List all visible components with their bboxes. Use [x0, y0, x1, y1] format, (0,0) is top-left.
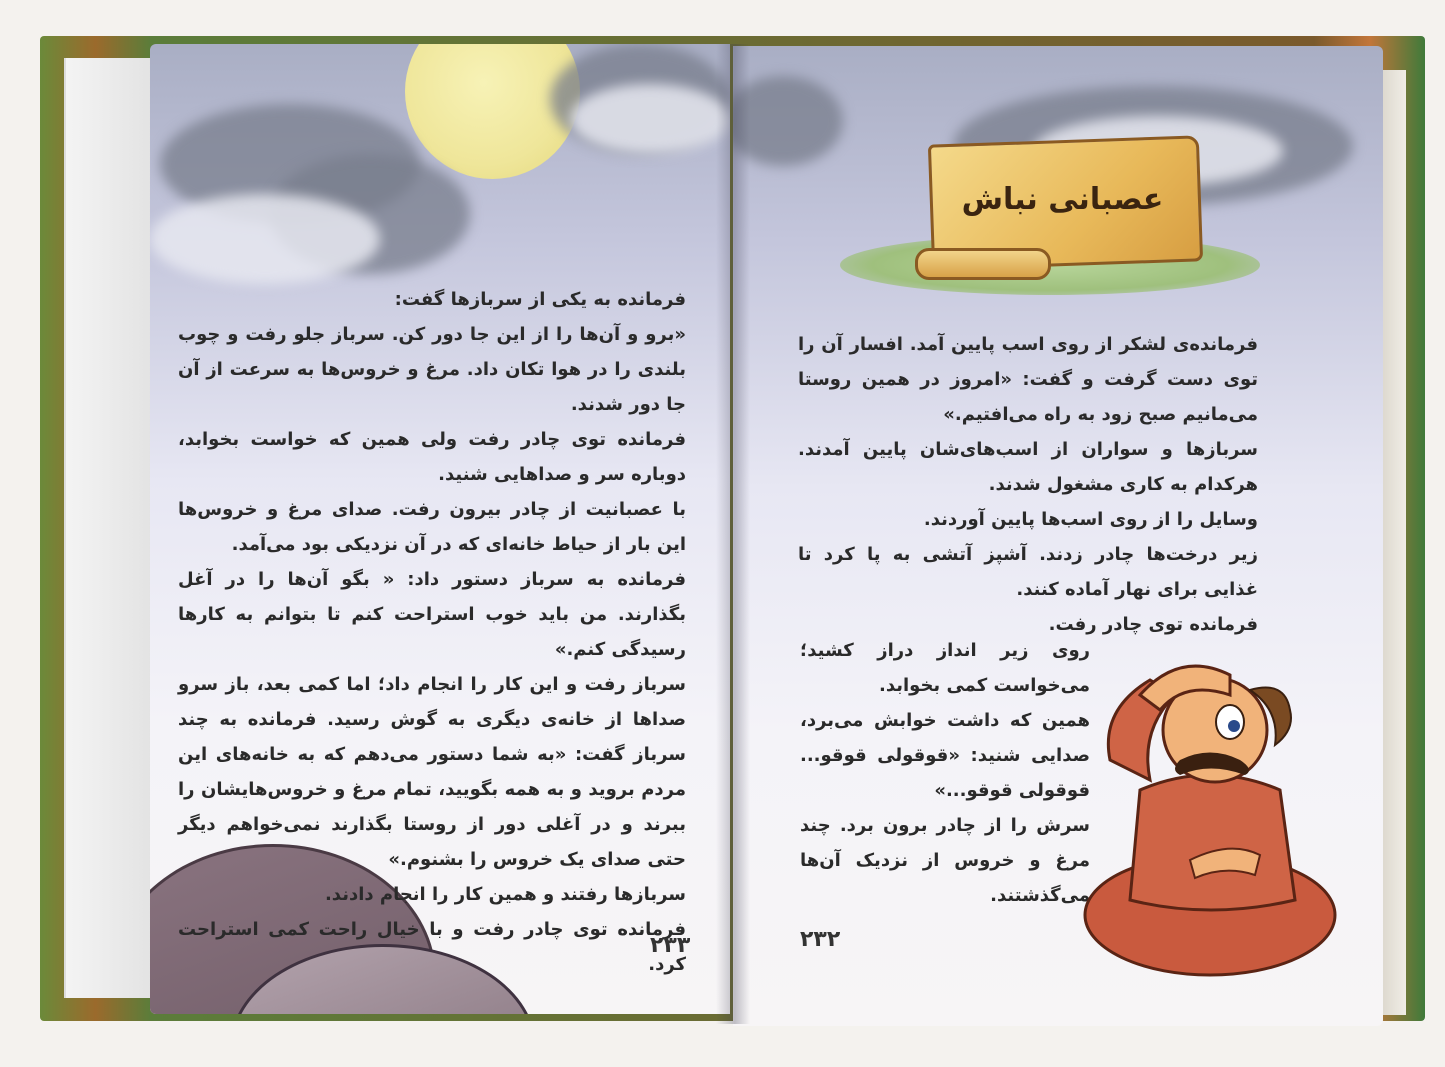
title-scroll-banner	[930, 140, 1200, 280]
paragraph: فرمانده توی چادر رفت ولی همین که خواست بخوابد، دوباره سر و صداهایی شنید.	[178, 429, 686, 485]
page-number-right: ۲۳۲	[800, 927, 841, 952]
cloud-illustration	[570, 84, 730, 154]
right-page-text-bottom	[800, 633, 1090, 913]
paragraph: سرش را از چادر برون برد. چند مرغ و خروس از نزدیک آن‌ها می‌گذشتند.	[800, 815, 1090, 906]
paragraph: «برو و آن‌ها را از این جا دور کن. سرباز جلو رفت و چوب بلندی را در هوا تکان داد. مرغ و خروس‌ها به سرعت از آن جا دور شدند.	[178, 324, 686, 415]
story-title: عصبانی نباش	[961, 182, 1164, 217]
paragraph: سربازها رفتند و همین کار را انجام دادند.	[324, 884, 686, 905]
seated-man-illustration	[1080, 650, 1340, 980]
paragraph: همین که داشت خوابش می‌برد، صدایی شنید: «قوقولی قوقو... قوقولی قوقو...»	[800, 710, 1090, 801]
paragraph: فرمانده به یکی از سربازها گفت:	[394, 289, 686, 310]
paragraph: فرمانده به سرباز دستور داد: « بگو آن‌ها را در آغل بگذارند. من باید خوب استراحت کنم تا بتوانم به کارها رسیدگی کنم.»	[178, 569, 686, 660]
left-page-text	[178, 282, 686, 982]
paragraph: فرمانده توی چادر رفت و با خیال راحت کمی استراحت کرد.	[178, 919, 686, 975]
book-gutter	[716, 44, 750, 1024]
paragraph: فرمانده توی چادر رفت.	[1048, 614, 1258, 635]
scroll-roll	[915, 248, 1051, 280]
paragraph: سربازها و سواران از اسب‌های‌شان پایین آمدند. هرکدام به کاری مشغول شدند.	[798, 439, 1258, 495]
paragraph: با عصبانیت از چادر بیرون رفت. صدای مرغ و خروس‌ها این بار از حیاط خانه‌ای که در آن نزدیکی بود می‌آمد.	[178, 499, 686, 555]
page-stack-left	[64, 58, 156, 998]
page-number-left: ۲۳۳	[650, 933, 691, 958]
paragraph: روی زیر انداز دراز کشید؛ می‌خواست کمی بخوابد.	[800, 640, 1090, 696]
cloud-illustration	[150, 194, 380, 284]
right-page-text-top	[798, 327, 1258, 642]
paragraph: سرباز رفت و این کار را انجام داد؛ اما کمی بعد، باز سرو صداها از خانه‌ی دیگری به گوش رسید. فرمانده به چند سرباز گفت: «به شما دستور می‌دهم که به خانه‌های این مردم بروید و به همه بگویید، تمام مرغ و خروس‌هایشان را ببرند و در آغلی دور از روستا بگذارند نمی‌خواهم دیگر حتی صدای یک خروس را بشنوم.»	[178, 674, 686, 870]
paragraph: فرمانده‌ی لشکر از روی اسب پایین آمد. افسار آن را توی دست گرفت و گفت: «امروز در همین روستا می‌مانیم صبح زود به راه می‌افتیم.»	[798, 334, 1258, 425]
paragraph: وسایل را از روی اسب‌ها پایین آوردند.	[923, 509, 1258, 530]
paragraph: زیر درخت‌ها چادر زدند. آشپز آتشی به پا کرد تا غذایی برای نهار آماده کنند.	[798, 544, 1258, 600]
